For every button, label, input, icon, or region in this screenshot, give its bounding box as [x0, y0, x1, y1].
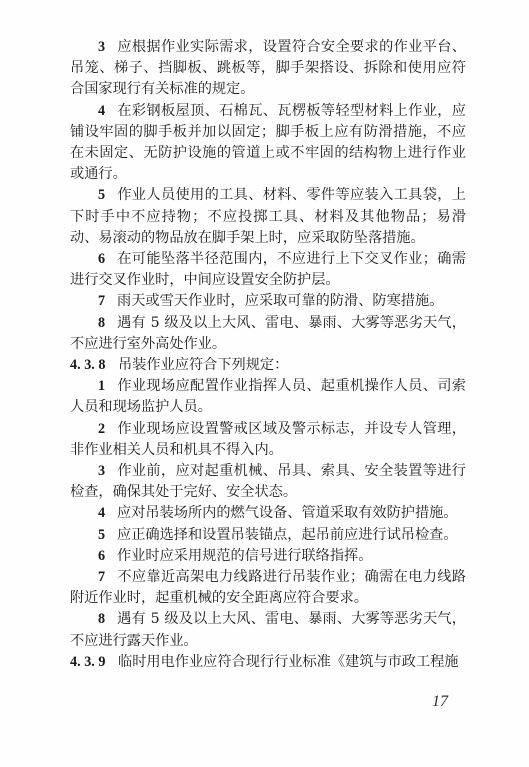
item-text: 应正确选择和设置吊装锚点，起吊前应进行试吊检查。 [117, 526, 458, 543]
item-3-inspection [70, 461, 466, 503]
item-8-weather [70, 313, 466, 355]
item-7-rain-snow [70, 291, 466, 312]
item-number: 4 [98, 505, 106, 522]
item-3-platform [70, 37, 466, 101]
page-number: 17 [432, 693, 448, 710]
clause-4-3-9 [70, 652, 466, 673]
clause-number: 4. 3. 9 [70, 653, 106, 670]
item-text: 遇有 5 级及以上大风、雷电、暴雨、大雾等恶劣天气，不应进行室外高处作业。 [70, 314, 466, 352]
clause-4-3-8 [70, 355, 466, 376]
item-6-cross-work [70, 249, 466, 291]
item-number: 5 [98, 187, 106, 204]
item-6-signals [70, 546, 466, 567]
item-text: 应对吊装场所内的燃气设备、管道采取有效防护措施。 [117, 505, 458, 522]
item-text: 不应靠近高架电力线路进行吊装作业；确需在电力线路附近作业时，起重机械的安全距离应符合要求。 [70, 569, 466, 607]
item-number: 7 [98, 569, 106, 586]
item-text: 应根据作业实际需求，设置符合安全要求的作业平台、吊笼、梯子、挡脚板、跳板等，脚手架搭设、拆除和使用应符合国家现行有关标准的规定。 [70, 39, 466, 98]
item-number: 1 [98, 378, 106, 395]
item-4-gas-protection [70, 503, 466, 524]
item-text: 作业时应采用规范的信号进行联络指挥。 [117, 547, 373, 564]
item-2-warning-zone [70, 419, 466, 461]
item-number: 2 [98, 420, 106, 437]
body-text [70, 37, 466, 673]
item-number: 6 [98, 547, 106, 564]
item-4-scaffold-board [70, 101, 466, 186]
item-text: 作业现场应设置警戒区域及警示标志，并设专人管理，非作业相关人员和机具不得入内。 [70, 420, 466, 458]
item-number: 8 [98, 611, 106, 628]
item-text: 遇有 5 级及以上大风、雷电、暴雨、大雾等恶劣天气，不应进行露天作业。 [70, 611, 466, 649]
item-text: 作业前，应对起重机械、吊具、索具、安全装置等进行检查，确保其处于完好、安全状态。 [70, 463, 466, 501]
item-text: 在可能坠落半径范围内，不应进行上下交叉作业；确需进行交叉作业时，中间应设置安全防护层。 [70, 251, 466, 289]
item-8-weather-outdoor [70, 609, 466, 651]
clause-number: 4. 3. 8 [70, 357, 106, 374]
item-number: 6 [98, 251, 106, 268]
item-1-personnel [70, 376, 466, 418]
item-number: 3 [98, 463, 106, 480]
item-text: 作业人员使用的工具、材料、零件等应装入工具袋，上下时手中不应持物；不应投掷工具、材料及其他物品；易滑动、易滚动的物品放在脚手架上时，应采取防坠落措施。 [70, 187, 466, 246]
clause-text: 临时用电作业应符合现行行业标准《建筑与市政工程施 [118, 653, 459, 670]
item-number: 8 [98, 314, 106, 331]
item-5-anchor-point [70, 525, 466, 546]
item-number: 7 [98, 293, 106, 310]
item-7-power-lines [70, 567, 466, 609]
item-text: 在彩钢板屋顶、石棉瓦、瓦楞板等轻型材料上作业，应铺设牢固的脚手板并加以固定；脚手板上应有防滑措施，不应在未固定、无防护设施的管道上或不牢固的结构物上进行作业或通行。 [70, 102, 466, 183]
item-text: 雨天或雪天作业时，应采取可靠的防滑、防寒措施。 [117, 293, 444, 310]
item-5-tool-bag [70, 185, 466, 249]
item-text: 作业现场应配置作业指挥人员、起重机操作人员、司索人员和现场监护人员。 [70, 378, 466, 416]
item-number: 4 [98, 102, 106, 119]
item-number: 3 [98, 39, 106, 55]
clause-text: 吊装作业应符合下列规定： [118, 357, 289, 374]
item-number: 5 [98, 526, 106, 543]
